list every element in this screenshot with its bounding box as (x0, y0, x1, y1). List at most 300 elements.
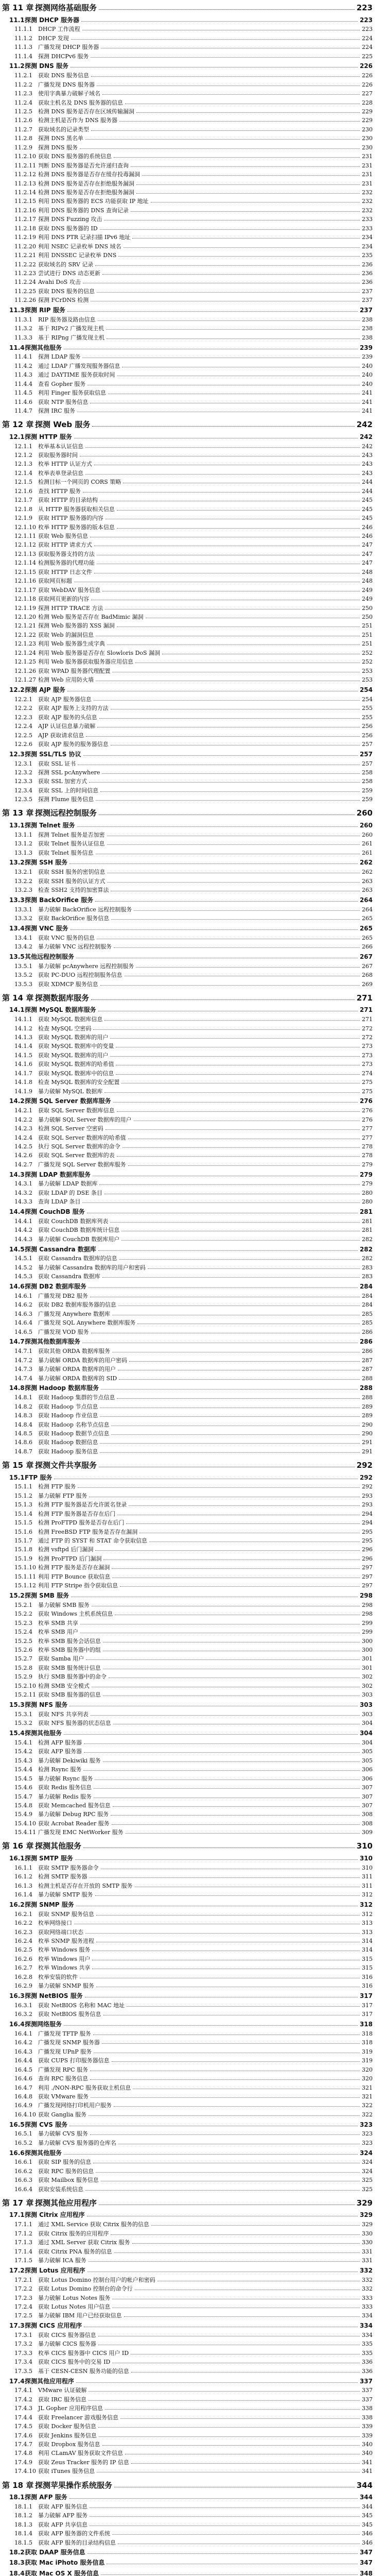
entry-number: 17.2 (9, 2266, 25, 2274)
toc-entry[interactable] (0, 371, 386, 378)
toc-entry[interactable] (0, 16, 386, 24)
toc-entry[interactable] (0, 81, 386, 88)
toc-chapter[interactable] (0, 2481, 386, 2490)
toc-entry[interactable] (0, 935, 386, 941)
toc-entry[interactable] (0, 2285, 386, 2292)
toc-entry[interactable] (0, 153, 386, 160)
toc-entry[interactable] (0, 1891, 386, 1898)
toc-entry[interactable] (0, 126, 386, 133)
toc-entry[interactable] (0, 769, 386, 776)
toc-entry[interactable] (0, 2140, 386, 2146)
toc-entry[interactable] (0, 1564, 386, 1571)
toc-entry[interactable] (0, 171, 386, 178)
toc-entry[interactable] (0, 180, 386, 187)
toc-entry[interactable] (0, 1143, 386, 1150)
toc-entry[interactable] (0, 676, 386, 683)
toc-entry[interactable] (0, 1208, 386, 1215)
toc-entry[interactable] (0, 850, 386, 856)
toc-entry[interactable] (0, 1691, 386, 1698)
toc-entry[interactable] (0, 1673, 386, 1680)
toc-entry[interactable] (0, 696, 386, 703)
entry-number: 14.6.5 (14, 1328, 32, 1335)
toc-entry[interactable] (0, 2359, 386, 2365)
toc-entry[interactable] (0, 2057, 386, 2064)
entry-page: 319 (362, 2048, 373, 2055)
toc-entry[interactable] (0, 1956, 386, 1962)
toc-entry[interactable] (0, 869, 386, 875)
toc-entry[interactable] (0, 1070, 386, 1077)
toc-entry[interactable] (0, 1227, 386, 1233)
toc-entry[interactable] (0, 2111, 386, 2118)
toc-entry[interactable] (0, 714, 386, 721)
toc-entry[interactable] (0, 1152, 386, 1159)
toc-entry[interactable] (0, 1088, 386, 1095)
entry-page: 313 (362, 1920, 373, 1927)
toc-entry[interactable] (0, 1964, 386, 1971)
toc-entry[interactable] (0, 896, 386, 904)
toc-entry[interactable] (0, 1190, 386, 1196)
toc-entry[interactable] (0, 2396, 386, 2403)
toc-entry[interactable] (0, 1519, 386, 1526)
toc-entry[interactable] (0, 1638, 386, 1645)
toc-entry[interactable] (0, 840, 386, 847)
toc-entry[interactable] (0, 2066, 386, 2073)
toc-entry[interactable] (0, 822, 386, 829)
toc-entry[interactable] (0, 2168, 386, 2175)
toc-entry[interactable] (0, 2539, 386, 2546)
toc-entry[interactable] (0, 1006, 386, 1013)
toc-entry[interactable] (0, 587, 386, 594)
toc-entry[interactable] (0, 1283, 386, 1290)
toc-entry[interactable] (0, 1620, 386, 1626)
toc-entry[interactable] (0, 1218, 386, 1225)
toc-entry[interactable] (0, 614, 386, 620)
entry-page: 260 (356, 808, 373, 818)
toc-entry[interactable] (0, 686, 386, 693)
toc-entry[interactable] (0, 1016, 386, 1023)
toc-entry[interactable] (0, 1611, 386, 1617)
toc-entry[interactable] (0, 1293, 386, 1299)
toc-entry[interactable] (0, 915, 386, 922)
toc-entry[interactable] (0, 1448, 386, 1455)
entry-page: 252 (362, 658, 373, 666)
toc-entry[interactable] (0, 1929, 386, 1936)
toc-entry[interactable] (0, 2350, 386, 2357)
toc-entry[interactable] (0, 1730, 386, 1737)
toc-entry[interactable] (0, 569, 386, 575)
toc-entry[interactable] (0, 787, 386, 794)
toc-chapter[interactable] (0, 1461, 386, 1470)
toc-entry[interactable] (0, 2468, 386, 2475)
toc-entry[interactable] (0, 1097, 386, 1105)
toc-entry[interactable] (0, 1034, 386, 1041)
toc-entry[interactable] (0, 408, 386, 414)
entry-number: 16.1 (9, 1854, 25, 1862)
toc-entry[interactable] (0, 325, 386, 332)
toc-entry[interactable] (0, 658, 386, 665)
toc-entry[interactable] (0, 1180, 386, 1187)
toc-entry[interactable] (0, 732, 386, 739)
toc-entry[interactable] (0, 622, 386, 629)
toc-entry[interactable] (0, 2030, 386, 2037)
toc-entry[interactable] (0, 1025, 386, 1032)
toc-entry[interactable] (0, 943, 386, 950)
toc-entry[interactable] (0, 1043, 386, 1049)
toc-entry[interactable] (0, 515, 386, 521)
toc-entry[interactable] (0, 1802, 386, 1809)
toc-entry[interactable] (0, 723, 386, 730)
toc-entry[interactable] (0, 1546, 386, 1553)
toc-entry[interactable] (0, 650, 386, 656)
toc-entry[interactable] (0, 2075, 386, 2082)
toc-entry[interactable] (0, 1873, 386, 1880)
toc-entry[interactable] (0, 381, 386, 387)
toc-entry[interactable] (0, 1161, 386, 1168)
toc-entry[interactable] (0, 207, 386, 214)
toc-entry[interactable] (0, 198, 386, 205)
toc-entry[interactable] (0, 2048, 386, 2055)
toc-entry[interactable] (0, 2521, 386, 2528)
toc-entry[interactable] (0, 2102, 386, 2109)
toc-entry[interactable] (0, 887, 386, 893)
toc-entry[interactable] (0, 1647, 386, 1653)
toc-entry[interactable] (0, 216, 386, 223)
toc-entry[interactable] (0, 2211, 386, 2218)
toc-chapter[interactable] (0, 3, 386, 12)
toc-entry[interactable] (0, 1311, 386, 1317)
toc-entry[interactable] (0, 433, 386, 440)
toc-entry[interactable] (0, 1125, 386, 1132)
toc-entry[interactable] (0, 1348, 386, 1354)
toc-entry[interactable] (0, 741, 386, 748)
toc-entry[interactable] (0, 2221, 386, 2228)
toc-entry[interactable] (0, 1501, 386, 1508)
toc-entry[interactable] (0, 297, 386, 303)
toc-entry[interactable] (0, 778, 386, 785)
toc-entry[interactable] (0, 288, 386, 295)
toc-chapter[interactable] (0, 808, 386, 818)
toc-entry[interactable] (0, 1582, 386, 1589)
toc-entry[interactable] (0, 963, 386, 970)
toc-entry[interactable] (0, 1079, 386, 1086)
toc-entry[interactable] (0, 2549, 386, 2556)
toc-entry[interactable] (0, 859, 386, 866)
toc-entry[interactable] (0, 1655, 386, 1662)
toc-entry[interactable] (0, 2322, 386, 2329)
toc-entry[interactable] (0, 2312, 386, 2319)
toc-entry[interactable] (0, 1236, 386, 1243)
toc-entry[interactable] (0, 1946, 386, 1953)
toc-entry[interactable] (0, 1901, 386, 1908)
toc-entry[interactable] (0, 1366, 386, 1372)
toc-entry[interactable] (0, 2459, 386, 2466)
toc-entry[interactable] (0, 2441, 386, 2448)
toc-entry[interactable] (0, 399, 386, 405)
toc-entry[interactable] (0, 470, 386, 477)
toc-entry[interactable] (0, 108, 386, 115)
toc-entry[interactable] (0, 72, 386, 79)
toc-entry[interactable] (0, 243, 386, 250)
toc-entry[interactable] (0, 2405, 386, 2412)
toc-entry[interactable] (0, 1920, 386, 1926)
entry-number: 17.1.2 (14, 2230, 32, 2237)
toc-entry[interactable] (0, 981, 386, 988)
toc-entry[interactable] (0, 605, 386, 612)
toc-entry[interactable] (0, 1329, 386, 1335)
toc-entry[interactable] (0, 953, 386, 960)
toc-entry[interactable] (0, 1784, 386, 1791)
toc-entry[interactable] (0, 1757, 386, 1764)
toc-entry[interactable] (0, 1357, 386, 1364)
toc-entry[interactable] (0, 2303, 386, 2310)
toc-entry[interactable] (0, 1629, 386, 1635)
toc-entry[interactable] (0, 2387, 386, 2394)
toc-entry[interactable] (0, 353, 386, 360)
toc-chapter[interactable] (0, 420, 386, 429)
toc-entry[interactable] (0, 1602, 386, 1608)
toc-entry[interactable] (0, 1665, 386, 1671)
toc-entry[interactable] (0, 389, 386, 396)
toc-entry[interactable] (0, 26, 386, 32)
toc-entry[interactable] (0, 1573, 386, 1580)
toc-entry[interactable] (0, 479, 386, 485)
toc-entry[interactable] (0, 2011, 386, 2018)
toc-entry[interactable] (0, 1107, 386, 1114)
toc-entry[interactable] (0, 1974, 386, 1980)
toc-entry[interactable] (0, 632, 386, 638)
toc-entry[interactable] (0, 497, 386, 503)
entry-page: 251 (362, 631, 373, 638)
toc-entry[interactable] (0, 1116, 386, 1123)
toc-entry[interactable] (0, 533, 386, 539)
toc-entry[interactable] (0, 334, 386, 341)
toc-entry[interactable] (0, 1301, 386, 1308)
toc-entry[interactable] (0, 162, 386, 169)
toc-entry[interactable] (0, 2002, 386, 2009)
toc-entry[interactable] (0, 1171, 386, 1178)
entry-page: 245 (362, 497, 373, 504)
toc-entry[interactable] (0, 1529, 386, 1535)
toc-entry[interactable] (0, 2368, 386, 2375)
toc-entry[interactable] (0, 35, 386, 42)
toc-entry[interactable] (0, 2295, 386, 2301)
toc-entry[interactable] (0, 2512, 386, 2519)
toc-entry[interactable] (0, 316, 386, 323)
toc-entry[interactable] (0, 443, 386, 450)
toc-entry[interactable] (0, 1134, 386, 1141)
toc-entry[interactable] (0, 2121, 386, 2128)
toc-entry[interactable] (0, 2450, 386, 2456)
entry-title: 获取 Cassandra 数据库的信息 (38, 1255, 117, 1262)
toc-entry[interactable] (0, 1403, 386, 1410)
toc-entry[interactable] (0, 551, 386, 557)
toc-entry[interactable] (0, 1711, 386, 1718)
toc-entry[interactable] (0, 541, 386, 548)
toc-entry[interactable] (0, 189, 386, 196)
toc-entry[interactable] (0, 2257, 386, 2264)
toc-entry[interactable] (0, 1061, 386, 1067)
toc-entry[interactable] (0, 1865, 386, 1871)
toc-entry[interactable] (0, 1319, 386, 1326)
toc-chapter[interactable] (0, 993, 386, 1003)
toc-entry[interactable] (0, 62, 386, 70)
toc-entry[interactable] (0, 2267, 386, 2274)
toc-entry[interactable] (0, 506, 386, 513)
toc-entry[interactable] (0, 1412, 386, 1419)
toc-entry[interactable] (0, 2378, 386, 2385)
toc-entry[interactable] (0, 2039, 386, 2046)
toc-entry[interactable] (0, 1775, 386, 1782)
toc-entry[interactable] (0, 1720, 386, 1726)
toc-entry[interactable] (0, 1811, 386, 1818)
toc-entry[interactable] (0, 461, 386, 467)
toc-entry[interactable] (0, 832, 386, 838)
entry-title: 广播发现 VOD 服务 (38, 1328, 89, 1335)
toc-entry[interactable] (0, 234, 386, 241)
toc-entry[interactable] (0, 1855, 386, 1862)
toc-entry[interactable] (0, 1511, 386, 1517)
toc-entry[interactable] (0, 640, 386, 647)
entry-title: 获取 DNS 服务的信息 (38, 287, 95, 295)
toc-entry[interactable] (0, 1264, 386, 1271)
toc-entry[interactable] (0, 252, 386, 259)
toc-entry[interactable] (0, 2248, 386, 2255)
toc-entry[interactable] (0, 2570, 386, 2576)
entry-page: 335 (362, 2341, 373, 2348)
toc-entry[interactable] (0, 1338, 386, 1345)
toc-entry[interactable] (0, 225, 386, 232)
toc-entry[interactable] (0, 1439, 386, 1446)
toc-entry[interactable] (0, 90, 386, 97)
toc-entry[interactable] (0, 1592, 386, 1599)
toc-entry[interactable] (0, 1766, 386, 1773)
toc-entry[interactable] (0, 2021, 386, 2028)
entry-page: 258 (362, 778, 373, 785)
toc-entry[interactable] (0, 363, 386, 369)
toc-entry[interactable] (0, 560, 386, 566)
toc-entry[interactable] (0, 878, 386, 885)
toc-entry[interactable] (0, 2494, 386, 2501)
toc-entry[interactable] (0, 1992, 386, 1999)
toc-entry[interactable] (0, 1911, 386, 1918)
entry-number: 15.4.2 (14, 1748, 32, 1755)
toc-entry[interactable] (0, 751, 386, 758)
toc-entry[interactable] (0, 1829, 386, 1836)
toc-entry[interactable] (0, 524, 386, 531)
toc-entry[interactable] (0, 1375, 386, 1382)
toc-entry[interactable] (0, 2341, 386, 2347)
toc-entry[interactable] (0, 1430, 386, 1437)
toc-entry[interactable] (0, 488, 386, 495)
toc-entry[interactable] (0, 2149, 386, 2157)
toc-entry[interactable] (0, 796, 386, 803)
toc-entry[interactable] (0, 1198, 386, 1205)
toc-entry[interactable] (0, 1246, 386, 1253)
toc-entry[interactable] (0, 1255, 386, 1262)
toc-entry[interactable] (0, 144, 386, 151)
entry-page: 233 (362, 225, 373, 232)
toc-entry[interactable] (0, 1483, 386, 1490)
toc-entry[interactable] (0, 2332, 386, 2338)
toc-entry[interactable] (0, 2177, 386, 2183)
toc-entry[interactable] (0, 1938, 386, 1944)
toc-chapter[interactable] (0, 1841, 386, 1851)
toc-entry[interactable] (0, 906, 386, 913)
toc-entry[interactable] (0, 2239, 386, 2246)
toc-entry[interactable] (0, 1394, 386, 1401)
toc-entry[interactable] (0, 925, 386, 932)
toc-entry[interactable] (0, 2559, 386, 2566)
toc-entry[interactable] (0, 1883, 386, 1889)
toc-entry[interactable] (0, 1474, 386, 1481)
toc-entry[interactable] (0, 1555, 386, 1562)
toc-entry[interactable] (0, 2277, 386, 2283)
toc-entry[interactable] (0, 1683, 386, 1689)
toc-entry[interactable] (0, 1739, 386, 1746)
toc-entry[interactable] (0, 596, 386, 602)
toc-entry[interactable] (0, 2530, 386, 2537)
toc-entry[interactable] (0, 1273, 386, 1280)
entry-page: 323 (359, 2121, 373, 2128)
toc-entry[interactable] (0, 1384, 386, 1392)
toc-entry[interactable] (0, 2159, 386, 2165)
toc-entry[interactable] (0, 1748, 386, 1755)
toc-entry[interactable] (0, 972, 386, 978)
toc-entry[interactable] (0, 307, 386, 314)
toc-entry[interactable] (0, 760, 386, 767)
toc-entry[interactable] (0, 44, 386, 50)
toc-entry[interactable] (0, 344, 386, 351)
toc-entry[interactable] (0, 117, 386, 124)
toc-entry[interactable] (0, 2503, 386, 2510)
toc-entry[interactable] (0, 2084, 386, 2091)
toc-entry[interactable] (0, 135, 386, 142)
toc-entry[interactable] (0, 668, 386, 674)
toc-entry[interactable] (0, 279, 386, 285)
toc-entry[interactable] (0, 2423, 386, 2430)
toc-entry[interactable] (0, 1537, 386, 1544)
toc-entry[interactable] (0, 1421, 386, 1428)
entry-number: 第 18 章 (2, 2480, 34, 2490)
toc-entry[interactable] (0, 452, 386, 459)
toc-entry[interactable] (0, 1701, 386, 1708)
toc-entry[interactable] (0, 1052, 386, 1059)
toc-entry[interactable] (0, 2432, 386, 2439)
entry-number: 18.1.1 (14, 2503, 32, 2510)
toc-entry[interactable] (0, 578, 386, 584)
toc-entry[interactable] (0, 2093, 386, 2100)
toc-entry[interactable] (0, 1820, 386, 1827)
toc-entry[interactable] (0, 2230, 386, 2237)
toc-entry[interactable] (0, 261, 386, 268)
toc-entry[interactable] (0, 2130, 386, 2137)
toc-entry[interactable] (0, 705, 386, 711)
toc-entry[interactable] (0, 2186, 386, 2193)
toc-entry[interactable] (0, 1493, 386, 1499)
toc-entry[interactable] (0, 99, 386, 106)
toc-entry[interactable] (0, 2414, 386, 2421)
entry-number: 12.1.9 (14, 515, 32, 522)
toc-chapter[interactable] (0, 2198, 386, 2208)
toc-entry[interactable] (0, 1793, 386, 1800)
toc-entry[interactable] (0, 1982, 386, 1989)
toc-entry[interactable] (0, 53, 386, 60)
entry-page: 273 (362, 1061, 373, 1068)
entry-title: 获取 Windows 主机系统信息 (38, 1611, 113, 1618)
toc-entry[interactable] (0, 270, 386, 277)
entry-number: 18.3 (9, 2559, 25, 2567)
entry-page: 292 (359, 1473, 373, 1481)
